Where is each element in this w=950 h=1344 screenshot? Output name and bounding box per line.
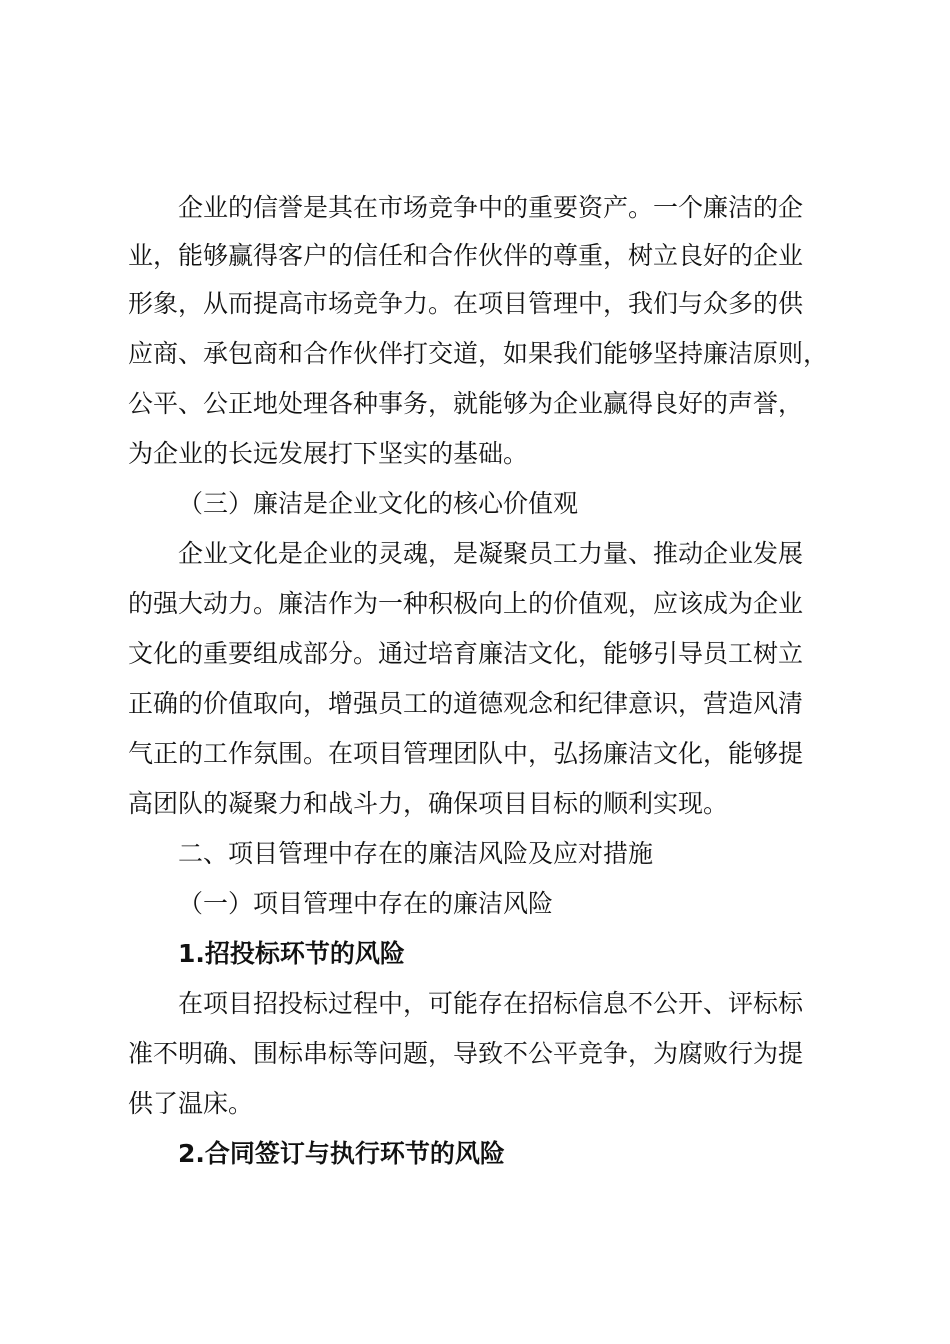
paragraph-line: 正确的价值取向，增强员工的道德观念和纪律意识，营造风清: [128, 689, 804, 718]
paragraph-line: 的强大动力。廉洁作为一种积极向上的价值观，应该成为企业: [128, 589, 804, 618]
paragraph-line: 准不明确、围标串标等问题，导致不公平竞争，为腐败行为提: [128, 1039, 804, 1068]
item-heading: 2.合同签订与执行环节的风险: [178, 1139, 505, 1168]
paragraph-line: 公平、公正地处理各种事务，就能够为企业赢得良好的声誉，: [128, 389, 804, 418]
paragraph-line: 应商、承包商和合作伙伴打交道，如果我们能够坚持廉洁原则，: [128, 339, 829, 368]
paragraph-line: 高团队的凝聚力和战斗力，确保项目目标的顺利实现。: [128, 789, 729, 818]
paragraph-line: 为企业的长远发展打下坚实的基础。: [128, 439, 529, 468]
paragraph-line: 文化的重要组成部分。通过培育廉洁文化，能够引导员工树立: [128, 639, 804, 668]
item-heading: 1.招投标环节的风险: [178, 939, 405, 968]
paragraph-line: 企业的信誉是其在市场竞争中的重要资产。一个廉洁的企: [178, 193, 804, 222]
paragraph-line: 企业文化是企业的灵魂，是凝聚员工力量、推动企业发展: [178, 539, 804, 568]
paragraph-line: 形象，从而提高市场竞争力。在项目管理中，我们与众多的供: [128, 289, 804, 318]
section-heading: 二、项目管理中存在的廉洁风险及应对措施: [178, 839, 654, 868]
paragraph-line: 在项目招投标过程中，可能存在招标信息不公开、评标标: [178, 989, 804, 1018]
subsection-heading: （三）廉洁是企业文化的核心价值观: [178, 489, 579, 518]
paragraph-line: 供了温床。: [128, 1089, 254, 1118]
subsection-heading: （一）项目管理中存在的廉洁风险: [178, 889, 554, 918]
paragraph-line: 气正的工作氛围。在项目管理团队中，弘扬廉洁文化，能够提: [128, 739, 804, 768]
paragraph-line: 业，能够赢得客户的信任和合作伙伴的尊重，树立良好的企业: [128, 241, 804, 270]
